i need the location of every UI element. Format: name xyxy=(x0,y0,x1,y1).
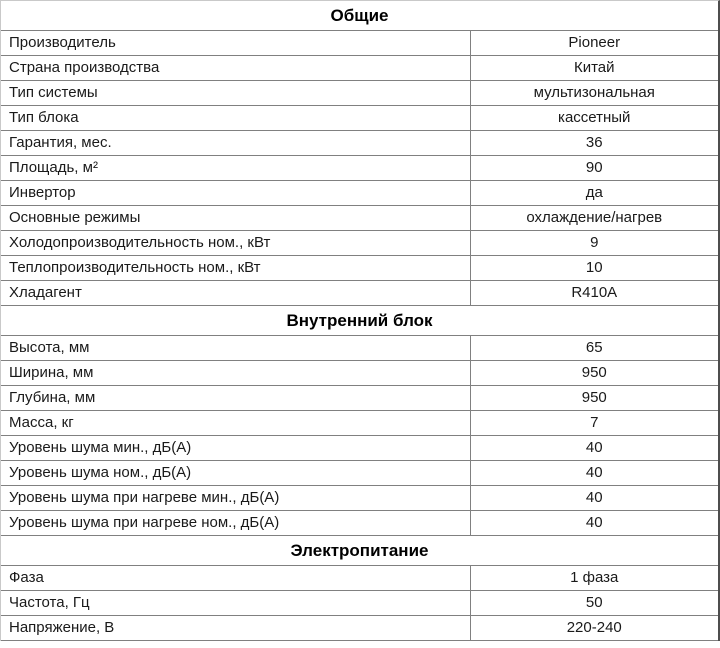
spec-value: 1 фаза xyxy=(470,566,718,591)
spec-value: Китай xyxy=(470,56,718,81)
spec-row xyxy=(1,206,718,231)
spec-row xyxy=(1,156,718,181)
spec-label: Тип системы xyxy=(1,81,470,106)
spec-label: Высота, мм xyxy=(1,336,470,361)
spec-value: 65 xyxy=(470,336,718,361)
specs-table xyxy=(1,1,718,641)
spec-value: 40 xyxy=(470,436,718,461)
spec-value: 40 xyxy=(470,486,718,511)
spec-row xyxy=(1,81,718,106)
spec-row xyxy=(1,56,718,81)
spec-value: Pioneer xyxy=(470,31,718,56)
spec-row xyxy=(1,566,718,591)
spec-label: Инвертор xyxy=(1,181,470,206)
spec-label: Гарантия, мес. xyxy=(1,131,470,156)
spec-value: 950 xyxy=(470,386,718,411)
spec-label: Масса, кг xyxy=(1,411,470,436)
section-header: Внутренний блок xyxy=(1,306,718,336)
spec-label: Уровень шума при нагреве мин., дБ(А) xyxy=(1,486,470,511)
spec-label: Уровень шума ном., дБ(А) xyxy=(1,461,470,486)
spec-value: 10 xyxy=(470,256,718,281)
spec-row xyxy=(1,281,718,306)
spec-row xyxy=(1,106,718,131)
spec-label: Ширина, мм xyxy=(1,361,470,386)
spec-value: 950 xyxy=(470,361,718,386)
spec-row xyxy=(1,411,718,436)
spec-row xyxy=(1,256,718,281)
spec-row xyxy=(1,461,718,486)
spec-row xyxy=(1,511,718,536)
spec-value: да xyxy=(470,181,718,206)
spec-label: Тип блока xyxy=(1,106,470,131)
spec-label: Глубина, мм xyxy=(1,386,470,411)
spec-row xyxy=(1,436,718,461)
spec-row xyxy=(1,131,718,156)
spec-label: Производитель xyxy=(1,31,470,56)
spec-label: Страна производства xyxy=(1,56,470,81)
spec-value: 40 xyxy=(470,461,718,486)
spec-label: Хладагент xyxy=(1,281,470,306)
spec-value: 7 xyxy=(470,411,718,436)
spec-value: 50 xyxy=(470,591,718,616)
section-header: Электропитание xyxy=(1,536,718,566)
spec-label: Напряжение, В xyxy=(1,616,470,641)
spec-row xyxy=(1,591,718,616)
spec-label: Площадь, м² xyxy=(1,156,470,181)
section-header: Общие xyxy=(1,1,718,31)
spec-value: 40 xyxy=(470,511,718,536)
specs-table-body xyxy=(1,1,718,641)
spec-label: Холодопроизводительность ном., кВт xyxy=(1,231,470,256)
spec-row xyxy=(1,386,718,411)
spec-label: Фаза xyxy=(1,566,470,591)
spec-row xyxy=(1,361,718,386)
spec-value: мультизональная xyxy=(470,81,718,106)
spec-value: кассетный xyxy=(470,106,718,131)
section-header-row xyxy=(1,1,718,31)
spec-value: 9 xyxy=(470,231,718,256)
spec-row xyxy=(1,181,718,206)
spec-label: Уровень шума мин., дБ(А) xyxy=(1,436,470,461)
spec-row xyxy=(1,336,718,361)
spec-value: 36 xyxy=(470,131,718,156)
spec-row xyxy=(1,231,718,256)
spec-value: охлаждение/нагрев xyxy=(470,206,718,231)
spec-value: 220-240 xyxy=(470,616,718,641)
spec-row xyxy=(1,31,718,56)
spec-label: Основные режимы xyxy=(1,206,470,231)
spec-label: Теплопроизводительность ном., кВт xyxy=(1,256,470,281)
section-header-row xyxy=(1,536,718,566)
spec-row xyxy=(1,486,718,511)
spec-label: Уровень шума при нагреве ном., дБ(А) xyxy=(1,511,470,536)
spec-value: 90 xyxy=(470,156,718,181)
section-header-row xyxy=(1,306,718,336)
spec-value: R410A xyxy=(470,281,718,306)
spec-row xyxy=(1,616,718,641)
spec-label: Частота, Гц xyxy=(1,591,470,616)
